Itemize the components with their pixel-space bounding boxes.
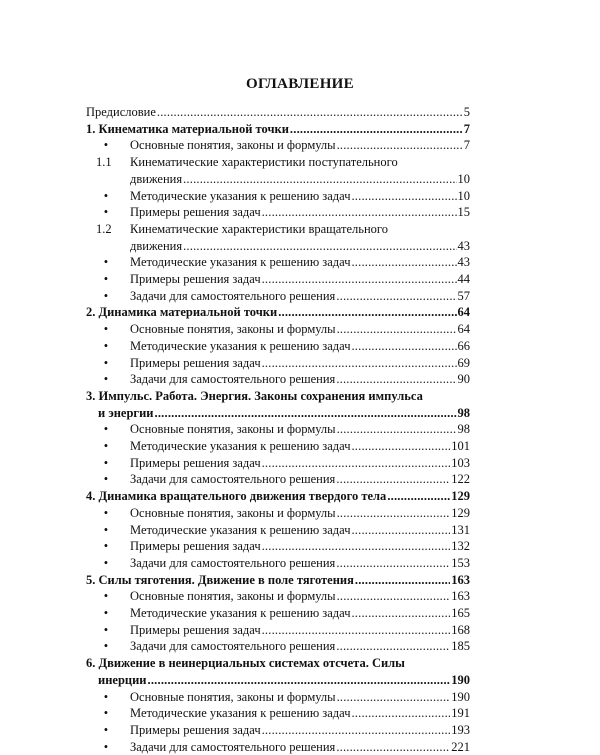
page-number: 153 (451, 555, 470, 570)
page-number: 168 (451, 622, 470, 637)
toc-entry (86, 304, 470, 321)
entry-title: Примеры решения задач (130, 539, 261, 554)
bullet-icon: • (103, 422, 109, 437)
entry-title: Задачи для самостоятельного решения (130, 555, 336, 570)
bullet-icon: • (103, 739, 109, 754)
dot-leader (336, 288, 456, 305)
toc-entry (86, 104, 470, 121)
page-number: 43 (457, 238, 470, 253)
entry-title: Кинематические характеристики вращательного (130, 221, 388, 236)
toc-entry (130, 188, 470, 205)
dot-leader (351, 705, 450, 722)
page-number: 57 (457, 288, 470, 303)
bullet-icon: • (103, 555, 109, 570)
bullet-icon: • (103, 589, 109, 604)
page-number: 7 (463, 121, 470, 136)
toc-entry (130, 622, 470, 639)
entry-title: 1. Кинематика материальной точки (86, 121, 289, 136)
dot-leader (278, 304, 456, 321)
page-number: 132 (451, 539, 470, 554)
bullet-icon: • (103, 505, 109, 520)
page-number: 122 (451, 472, 470, 487)
entry-title: Кинематические характеристики поступательного (130, 155, 398, 170)
dot-leader (262, 271, 457, 288)
page-number: 15 (457, 205, 470, 220)
entry-title: Методические указания к решению задач (130, 439, 351, 453)
entry-title: Примеры решения задач (130, 272, 261, 286)
toc-entry (130, 739, 470, 755)
bullet-icon: • (103, 138, 109, 153)
page-number: 7 (463, 138, 470, 153)
section-number: 1.2 (96, 221, 112, 236)
dot-leader (351, 522, 450, 539)
toc-entry (130, 505, 470, 522)
toc-entry (130, 421, 470, 438)
toc-entry (130, 254, 470, 271)
bullet-icon: • (103, 322, 109, 337)
entry-title: Задачи для самостоятельного решения (130, 472, 336, 487)
toc-entry (98, 405, 470, 422)
dot-leader (337, 505, 451, 522)
page-number: 10 (457, 171, 470, 186)
page-number: 165 (451, 606, 470, 620)
toc-entry (130, 238, 470, 255)
toc-entry (130, 522, 470, 539)
bullet-icon: • (103, 639, 109, 654)
bullet-icon: • (103, 472, 109, 487)
page-number: 64 (457, 305, 470, 320)
dot-leader (336, 371, 456, 388)
bullet-icon: • (103, 722, 109, 737)
toc-entry (130, 137, 470, 154)
toc-entry (130, 588, 470, 605)
page-number: 98 (457, 422, 470, 437)
page-number: 163 (451, 589, 470, 604)
page-number: 190 (451, 672, 470, 687)
page-number: 190 (451, 689, 470, 704)
bullet-icon: • (103, 706, 109, 721)
bullet-icon: • (103, 439, 109, 453)
page-number: 185 (451, 639, 470, 654)
toc-entry (130, 288, 470, 305)
entry-title: 2. Динамика материальной точки (86, 305, 278, 320)
entry-title: Примеры решения задач (130, 722, 261, 737)
dot-leader (351, 605, 450, 622)
dot-leader (262, 538, 451, 555)
page-number: 10 (457, 188, 470, 203)
bullet-icon: • (103, 606, 109, 620)
bullet-icon: • (103, 355, 109, 370)
dot-leader (336, 555, 450, 572)
dot-leader (262, 622, 451, 639)
page-number: 101 (451, 439, 470, 453)
entry-title: Основные понятия, законы и формулы (130, 589, 336, 604)
entry-title: 6. Движение в неинерциальных системах отсчета. Силы (86, 656, 405, 671)
entry-title: Предисловие (86, 105, 156, 119)
entry-title: Задачи для самостоятельного решения (130, 372, 336, 387)
page-number: 129 (451, 489, 470, 504)
dot-leader (262, 355, 457, 372)
dot-leader (336, 471, 450, 488)
toc-entry (130, 705, 470, 722)
section-number: 1.1 (96, 155, 112, 170)
entry-title: и энергии (98, 405, 154, 420)
bullet-icon: • (103, 689, 109, 704)
dot-leader (262, 455, 451, 472)
page-number: 44 (457, 272, 470, 286)
entry-title: 5. Силы тяготения. Движение в поле тяготения (86, 572, 354, 587)
dot-leader (262, 204, 457, 221)
bullet-icon: • (103, 205, 109, 220)
toc-entry (130, 538, 470, 555)
toc-entry (86, 488, 470, 505)
entry-title: Задачи для самостоятельного решения (130, 639, 336, 654)
bullet-icon: • (103, 522, 109, 537)
entry-title: Методические указания к решению задач (130, 606, 351, 620)
page-number: 98 (457, 405, 470, 420)
bullet-icon: • (103, 272, 109, 286)
toc-entry (130, 438, 470, 455)
entry-title: движения (130, 171, 183, 186)
dot-leader (337, 421, 457, 438)
page-number: 90 (457, 372, 470, 387)
dot-leader (337, 588, 451, 605)
bullet-icon: • (103, 622, 109, 637)
dot-leader (337, 689, 451, 706)
dot-leader (337, 321, 457, 338)
entry-title: Основные понятия, законы и формулы (130, 505, 336, 520)
dot-leader (336, 638, 450, 655)
page-number: 131 (451, 522, 470, 537)
entry-title: Методические указания к решению задач (130, 706, 351, 721)
toc-entry (130, 471, 470, 488)
entry-title: Основные понятия, законы и формулы (130, 689, 336, 704)
entry-title: Примеры решения задач (130, 622, 261, 637)
entry-title: Методические указания к решению задач (130, 338, 351, 353)
toc-entry (130, 171, 470, 188)
bullet-icon: • (103, 188, 109, 203)
entry-title: 3. Импульс. Работа. Энергия. Законы сохранения импульса (86, 388, 423, 403)
entry-title: инерции (98, 672, 147, 687)
toc-entry (130, 204, 470, 221)
page-number: 129 (451, 505, 470, 520)
bullet-icon: • (103, 288, 109, 303)
entry-title: 4. Динамика вращательного движения твердого тела (86, 489, 387, 504)
dot-leader (387, 488, 450, 505)
toc-entry (130, 605, 470, 622)
bullet-icon: • (103, 255, 109, 270)
dot-leader (351, 438, 450, 455)
entry-title: Задачи для самостоятельного решения (130, 288, 336, 303)
dot-leader (290, 121, 463, 138)
entry-title: Методические указания к решению задач (130, 188, 351, 203)
toc-entry (130, 689, 470, 706)
toc-entry (130, 355, 470, 372)
entry-title: Основные понятия, законы и формулы (130, 322, 336, 337)
toc-entry (130, 271, 470, 288)
toc-entry (98, 672, 470, 689)
dot-leader (351, 188, 456, 205)
dot-leader (262, 722, 451, 739)
toc-entry (130, 638, 470, 655)
dot-leader (355, 572, 450, 589)
entry-title: Задачи для самостоятельного решения (130, 739, 336, 754)
dot-leader (183, 238, 456, 255)
toc-entry (130, 455, 470, 472)
page-number: 221 (451, 739, 470, 754)
page-number: 5 (463, 105, 470, 119)
dot-leader (351, 338, 456, 355)
page-number: 66 (457, 338, 470, 353)
page-number: 69 (457, 355, 470, 370)
toc-entry (130, 338, 470, 355)
bullet-icon: • (103, 372, 109, 387)
entry-title: Основные понятия, законы и формулы (130, 138, 336, 153)
toc-entry (130, 555, 470, 572)
toc-entry (130, 371, 470, 388)
entry-title: Основные понятия, законы и формулы (130, 422, 336, 437)
page-number: 103 (451, 455, 470, 470)
entry-title: Методические указания к решению задач (130, 255, 351, 270)
page-number: 43 (457, 255, 470, 270)
dot-leader (148, 672, 451, 689)
dot-leader (157, 104, 463, 121)
bullet-icon: • (103, 455, 109, 470)
toc-entry (86, 572, 470, 589)
dot-leader (337, 137, 463, 154)
entry-title: Примеры решения задач (130, 455, 261, 470)
entry-title: Примеры решения задач (130, 205, 261, 220)
dot-leader (336, 739, 450, 755)
page-number: 64 (457, 322, 470, 337)
toc-entry (130, 321, 470, 338)
page-number: 191 (451, 706, 470, 721)
page-number: 193 (451, 722, 470, 737)
page-number: 163 (451, 572, 470, 587)
dot-leader (183, 171, 456, 188)
page-title: ОГЛАВЛЕНИЕ (246, 76, 354, 92)
dot-leader (155, 405, 457, 422)
entry-title: Примеры решения задач (130, 355, 261, 370)
toc-entry (130, 722, 470, 739)
toc-entry (86, 121, 470, 138)
bullet-icon: • (103, 338, 109, 353)
dot-leader (351, 254, 456, 271)
bullet-icon: • (103, 539, 109, 554)
entry-title: движения (130, 238, 183, 253)
entry-title: Методические указания к решению задач (130, 522, 351, 537)
